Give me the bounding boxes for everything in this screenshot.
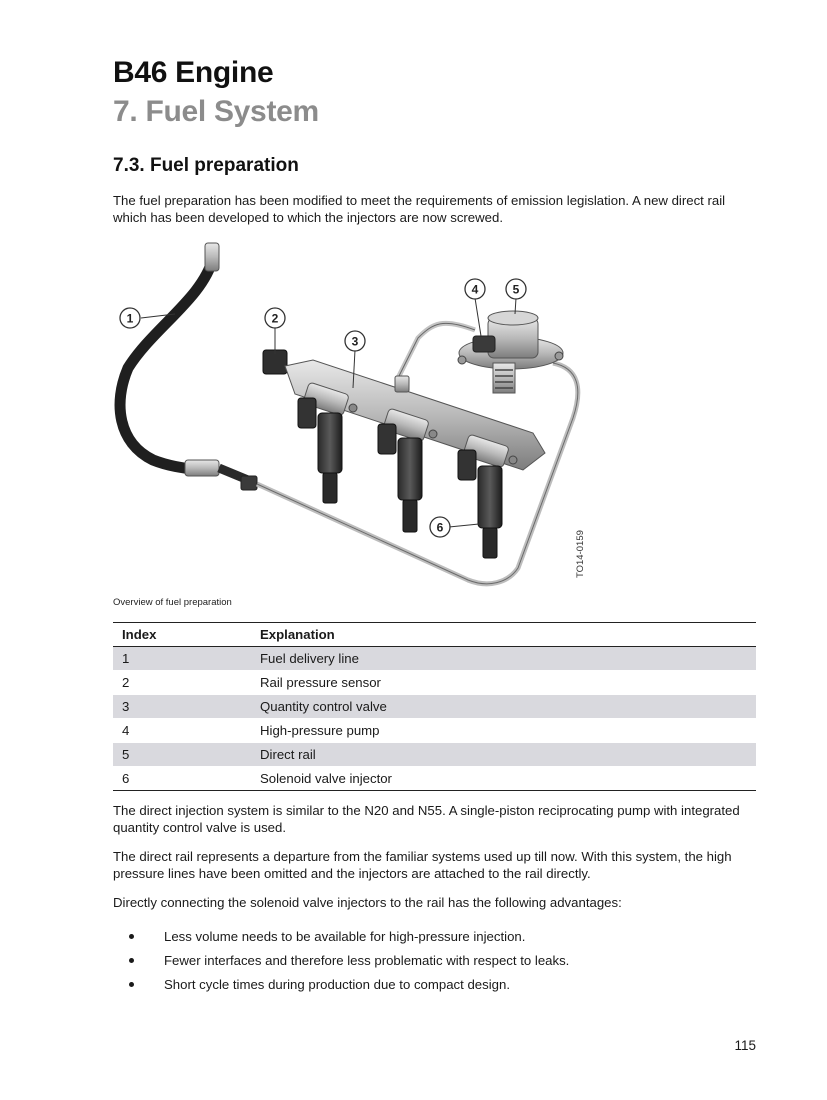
svg-text:4: 4	[471, 282, 479, 297]
callout-2	[265, 308, 285, 328]
callout-5	[506, 279, 526, 299]
section-title: 7.3. Fuel preparation	[113, 155, 299, 176]
body-paragraph: The direct rail represents a departure from the familiar systems used up till now. With this system, the high pressure lines have been omitted and the injectors are attached to the rail directly.	[113, 849, 732, 881]
list-item-text: Short cycle times during production due to compact design.	[164, 977, 510, 992]
table-row	[113, 743, 756, 767]
bullet-icon	[129, 982, 134, 987]
table-row	[113, 647, 756, 671]
index-cell: 3	[113, 695, 251, 719]
intro-paragraph: The fuel preparation has been modified to meet the requirements of emission legislation. A new direct rail which has been developed to which the injectors are now screwed.	[113, 193, 726, 225]
svg-text:2: 2	[271, 311, 279, 326]
callout-1	[120, 308, 140, 328]
body-paragraph: Directly connecting the solenoid valve injectors to the rail has the following advantages:	[113, 895, 622, 910]
advantages-list	[113, 928, 758, 1000]
list-item-text: Less volume needs to be available for high-pressure injection.	[164, 929, 526, 944]
index-cell: 5	[113, 743, 251, 767]
explanation-cell: Quantity control valve	[251, 695, 756, 719]
svg-text:3: 3	[351, 334, 359, 349]
document-title: B46 Engine	[113, 56, 274, 89]
explanation-cell: Direct rail	[251, 743, 756, 767]
fuel-delivery-hose	[120, 258, 213, 470]
list-item	[113, 928, 758, 952]
index-cell: 2	[113, 671, 251, 695]
explanation-cell: Fuel delivery line	[251, 647, 756, 671]
column-header-index: Index	[113, 623, 251, 647]
figure-caption: Overview of fuel preparation	[113, 597, 232, 608]
callout-4	[465, 279, 485, 299]
body-paragraph: The direct injection system is similar to the N20 and N55. A single-piston reciprocating pump with integrated quantity control valve is used.	[113, 803, 740, 835]
explanation-cell: High-pressure pump	[251, 719, 756, 743]
svg-text:5: 5	[512, 282, 520, 297]
fuel-system-illustration	[113, 238, 603, 598]
list-item	[113, 976, 758, 1000]
table-row	[113, 671, 756, 695]
explanation-cell: Solenoid valve injector	[251, 767, 756, 791]
bullet-icon	[129, 958, 134, 963]
page-number: 115	[734, 1038, 756, 1053]
high-pressure-pump	[458, 311, 563, 393]
chapter-title: 7. Fuel System	[113, 95, 319, 128]
table-row	[113, 767, 756, 791]
explanation-cell: Rail pressure sensor	[251, 671, 756, 695]
index-table	[113, 622, 756, 791]
table-row	[113, 695, 756, 719]
callout-6	[430, 517, 450, 537]
list-item-text: Fewer interfaces and therefore less problematic with respect to leaks.	[164, 953, 570, 968]
hose-end-fitting	[205, 243, 219, 271]
column-header-explanation: Explanation	[251, 623, 756, 647]
svg-text:1: 1	[126, 311, 134, 326]
bullet-icon	[129, 934, 134, 939]
svg-text:6: 6	[436, 520, 444, 535]
table-row	[113, 719, 756, 743]
injector-1	[298, 398, 342, 503]
list-item	[113, 952, 758, 976]
index-cell: 4	[113, 719, 251, 743]
hose-crimp-sleeve	[185, 460, 219, 476]
figure-code: TO14-0159	[575, 530, 586, 578]
index-cell: 1	[113, 647, 251, 671]
injector-2	[378, 424, 422, 532]
callout-3	[345, 331, 365, 351]
fuel-system-figure	[113, 238, 603, 598]
table-header-row	[113, 623, 756, 647]
index-cell: 6	[113, 767, 251, 791]
injector-3	[458, 450, 502, 558]
